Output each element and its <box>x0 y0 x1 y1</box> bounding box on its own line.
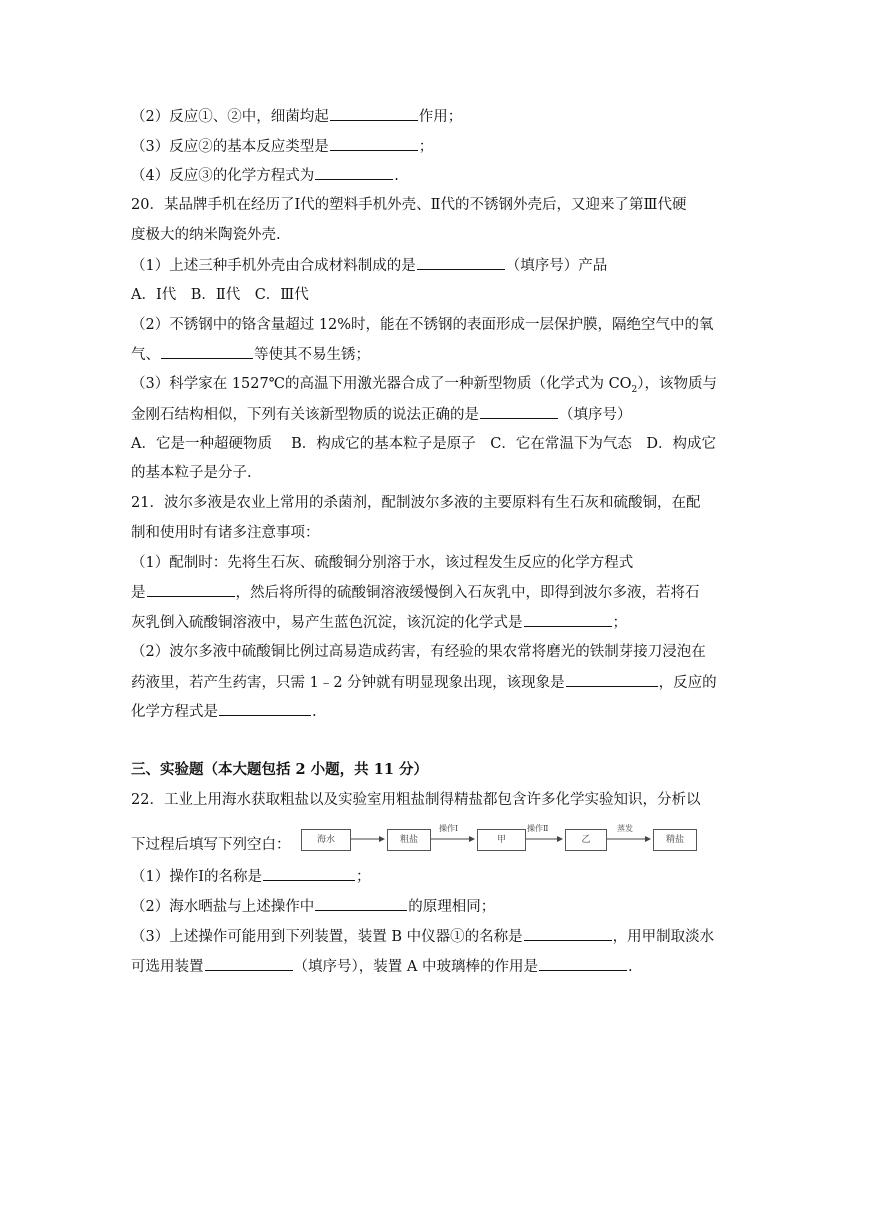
answer-blank[interactable] <box>147 582 235 597</box>
answer-blank[interactable] <box>480 404 558 419</box>
q22-2-text: （2）海水晒盐与上述操作中 <box>131 899 315 915</box>
answer-blank[interactable] <box>539 956 627 971</box>
q21-stem-2: 制和使用时有诸多注意事项： <box>131 525 320 541</box>
q21-1-line3 <box>131 612 741 633</box>
q19-4 <box>131 165 741 186</box>
q22-3-text: （3）上述操作可能用到下列装置，装置 B 中仪器①的名称是 <box>131 929 523 945</box>
flow-box-yi: 乙 <box>565 829 607 851</box>
q22-2 <box>131 896 741 917</box>
flow-box-seawater: 海水 <box>301 829 351 851</box>
q22-3-line1 <box>131 926 741 947</box>
q19-2-text: （2）反应①、②中，细菌均起 <box>131 109 329 125</box>
q22-3-end: . <box>627 959 633 975</box>
q19-4-tail: . <box>394 168 399 184</box>
q20-stem-2: 度极大的纳米陶瓷外壳. <box>131 227 281 243</box>
answer-blank[interactable] <box>161 344 253 359</box>
flow-box-jia: 甲 <box>477 829 526 851</box>
q22-1-text: （1）操作Ⅰ的名称是 <box>131 869 262 885</box>
q21-2-line2 <box>131 672 741 693</box>
q21-stem-1: 21．波尔多液是农业上常用的杀菌剂，配制波尔多液的主要原料有生石灰和硫酸铜，在配 <box>131 495 701 511</box>
q22-1-tail: ； <box>355 869 371 885</box>
answer-blank[interactable] <box>524 926 612 941</box>
q21-2-text-2: 化学方程式是 <box>131 704 218 720</box>
q20-stem-1: 20．某品牌手机在经历了Ⅰ代的塑料手机外壳、Ⅱ代的不锈钢外壳后，又迎来了第Ⅲ代硬 <box>131 197 687 213</box>
q20-3-tail: （填序号） <box>559 407 632 423</box>
answer-blank[interactable] <box>330 136 418 151</box>
q19-3 <box>131 136 741 157</box>
section-title: 三、实验题（本大题包括 2 小题，共 11 分） <box>131 761 428 778</box>
q22-1 <box>131 866 741 887</box>
subscript: 2 <box>631 384 638 395</box>
q19-4-text: （4）反应③的化学方程式为 <box>131 168 315 184</box>
q20-2-tail: 等使其不易生锈； <box>254 347 370 363</box>
q21-2-tail: ，反应的 <box>658 675 717 691</box>
process-flow-diagram <box>297 826 701 852</box>
q20-1-options: A．Ⅰ代 B．Ⅱ代 C．Ⅲ代 <box>131 287 309 303</box>
answer-blank[interactable] <box>417 255 505 270</box>
q22-stem-2: 下过程后填写下列空白： <box>131 837 291 853</box>
q20-1-text: （1）上述三种手机外壳由合成材料制成的是 <box>131 258 416 274</box>
q21-2-line3 <box>131 701 741 722</box>
flow-label-op2: 操作Ⅱ <box>527 824 549 833</box>
q20-1 <box>131 255 741 276</box>
answer-blank[interactable] <box>524 612 612 627</box>
q21-2-line1: （2）波尔多液中硫酸铜比例过高易造成药害，有经验的果农常将磨光的铁制芽接刀浸泡在 <box>131 644 706 660</box>
flow-box-crude-salt: 粗盐 <box>387 829 431 851</box>
q22-3-line2 <box>131 956 741 977</box>
q20-3-options: A．它是一种超硬物质 B．构成它的基本粒子是原子 C．它在常温下为气态 D．构成它 <box>131 436 716 452</box>
q19-2 <box>131 106 741 127</box>
flow-label-op1: 操作Ⅰ <box>439 824 459 833</box>
q21-1-text: 是 <box>131 585 146 601</box>
q20-3-question: 金刚石结构相似，下列有关该新型物质的说法正确的是 <box>131 407 479 423</box>
q20-3-text-2: ），该物质与 <box>637 376 718 392</box>
q21-1-line2 <box>131 582 741 603</box>
answer-blank[interactable] <box>566 672 658 687</box>
answer-blank[interactable] <box>315 896 407 911</box>
q20-2-line1: （2）不锈钢中的铬含量超过 12%时，能在不锈钢的表面形成一层保护膜，隔绝空气中的氧 <box>131 317 714 333</box>
q20-3-line1 <box>131 374 741 400</box>
q21-2-text: 药液里，若产生药害，只需 1﹣2 分钟就有明显现象出现，该现象是 <box>131 675 565 691</box>
q19-3-text: （3）反应②的基本反应类型是 <box>131 139 329 155</box>
answer-blank[interactable] <box>330 106 418 121</box>
q19-3-tail: ； <box>418 139 434 155</box>
answer-blank[interactable] <box>205 956 293 971</box>
flow-box-refined-salt: 精盐 <box>653 829 697 851</box>
q21-1-text-3: 灰乳倒入硫酸铜溶液中，易产生蓝色沉淀，该沉淀的化学式是 <box>131 615 523 631</box>
q22-3-text-3: 可选用装置 <box>131 959 204 975</box>
q19-2-tail: 作用； <box>418 109 463 125</box>
q20-3-text: （3）科学家在 1527℃的高温下用激光器合成了一种新型物质（化学式为 CO <box>131 376 632 392</box>
q22-3-text-4: （填序号），装置 A 中玻璃棒的作用是 <box>293 959 538 975</box>
q21-2-end: . <box>312 704 317 720</box>
q21-1-tail: ； <box>612 615 627 631</box>
answer-blank[interactable] <box>263 866 355 881</box>
q22-3-text-2: ，用甲制取淡水 <box>612 929 715 945</box>
flow-label-evaporate: 蒸发 <box>617 824 633 833</box>
q22-stem-1: 22．工业上用海水获取粗盐以及实验室用粗盐制得精盐都包含许多化学实验知识，分析以 <box>131 792 701 808</box>
q21-1-line1: （1）配制时：先将生石灰、硫酸铜分别溶于水，该过程发生反应的化学方程式 <box>131 555 634 571</box>
q20-3-options-2: 的基本粒子是分子. <box>131 465 252 481</box>
q20-1-tail: （填序号）产品 <box>505 258 608 274</box>
answer-blank[interactable] <box>315 165 393 180</box>
q20-2-text: 气、 <box>131 347 160 363</box>
q22-2-tail: 的原理相同； <box>408 899 496 915</box>
q20-3-line2 <box>131 404 741 425</box>
q21-1-text-2: ，然后将所得的硫酸铜溶液缓慢倒入石灰乳中，即得到波尔多液，若将石 <box>235 585 700 601</box>
q20-2-line2 <box>131 344 741 365</box>
answer-blank[interactable] <box>219 701 311 716</box>
